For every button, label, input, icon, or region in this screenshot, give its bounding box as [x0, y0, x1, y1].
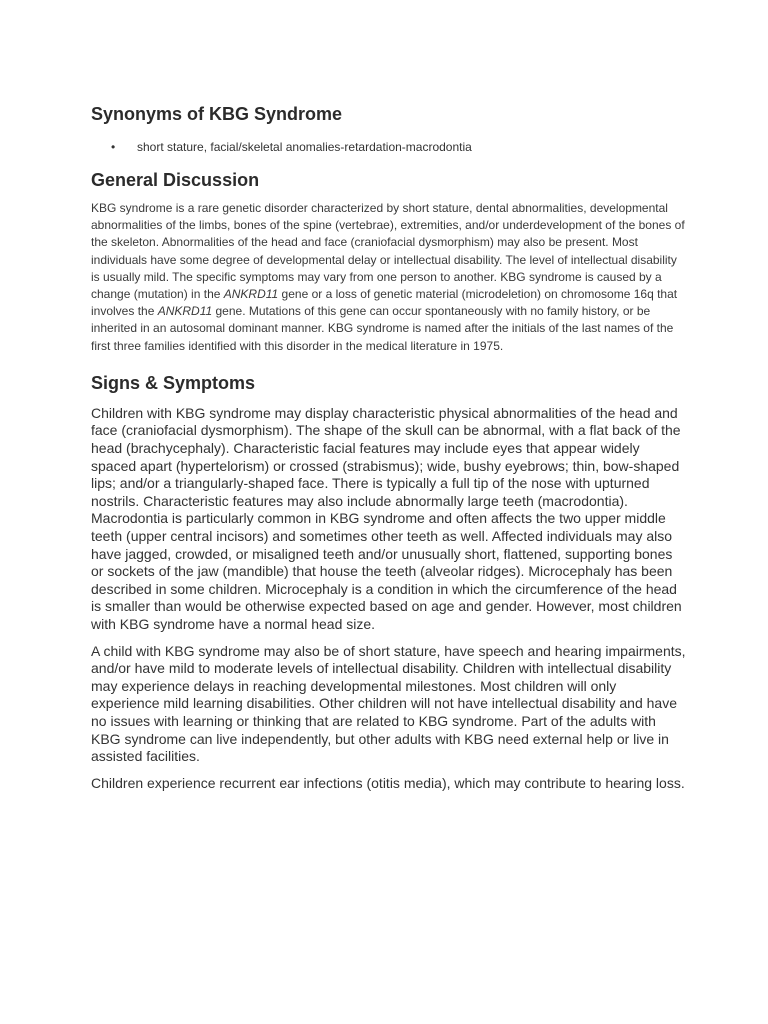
bullet-icon: • — [111, 140, 116, 154]
signs-paragraph-3: Children experience recurrent ear infections (otitis media), which may contribute to hearing loss. — [91, 774, 685, 791]
signs-paragraph-2: A child with KBG syndrome may also be of short stature, have speech and hearing impairments, and/or have mild to moderate levels of intellectual disability. Children with intellectual disability may experience delays in reaching developmental milestones. Most children will only experience mild learning disabilities. Other children will not have intellectual disability and have no issues with learning or thinking that are related to KBG syndrome. Part of the adults with KBG syndrome can live independently, but other adults with KBG need external help or live in assisted facilities. — [91, 642, 686, 765]
list-item — [113, 138, 686, 156]
signs-symptoms-heading: Signs & Symptoms — [91, 372, 256, 393]
document-page — [91, 100, 686, 792]
gene-name: ANKRD11 — [157, 304, 213, 319]
general-discussion-heading: General Discussion — [91, 170, 260, 190]
general-discussion-paragraph: KBG syndrome is a rare genetic disorder characterized by short stature, dental abnormalities, developmental abnormalities of the limbs, bones of the spine (vertebrae), extremities, and/or underdevelopment of the bones of the skeleton. Abnormalities of the head and face (craniofacial dysmorphism) may also be present. Most individuals have some degree of developmental delay or intellectual disability. The level of intellectual disability is usually mild. The specific symptoms may vary from one person to another. KBG syndrome is caused by a change (mutation) in the ANKRD11 gene or a loss of genetic material (microdeletion) on chromosome 16q that involves the ANKRD11 gene. Mutations of this gene can occur spontaneously with no family history, or be inherited in an autosomal dominant manner. KBG syndrome is named after the initials of the last names of the first three families identified with this disorder in the medical literature in 1975. — [91, 201, 685, 353]
synonym-text: short stature, facial/skeletal anomalies-retardation-macrodontia — [137, 140, 472, 154]
synonyms-list — [91, 138, 686, 156]
signs-paragraph-1: Children with KBG syndrome may display characteristic physical abnormalities of the head and face (craniofacial dysmorphism). The shape of the skull can be abnormal, with a flat back of the head (brachycephaly). Characteristic facial features may include eyes that appear widely spaced apart (hypertelorism) or crossed (strabismus); wide, bushy eyebrows; thin, bow-shaped lips; and/or a triangularly-shaped face. There is typically a full tip of the nose with upturned nostrils. Characteristic features may also include abnormally large teeth (macrodontia). Macrodontia is particularly common in KBG syndrome and often affects the two upper middle teeth (upper central incisors) and sometimes other teeth as well. Affected individuals may also have jagged, crowded, or misaligned teeth and/or unusually short, flattened, supporting bones or sockets of the jaw (mandible) that house the teeth (alveolar ridges). Microcephaly has been described in some children. Microcephaly is a condition in which the circumference of the head is smaller than would be otherwise expected based on age and gender. However, most children with KBG syndrome have a normal head size. — [91, 404, 682, 632]
gene-name: ANKRD11 — [223, 287, 279, 302]
synonyms-heading: Synonyms of KBG Syndrome — [91, 104, 343, 124]
